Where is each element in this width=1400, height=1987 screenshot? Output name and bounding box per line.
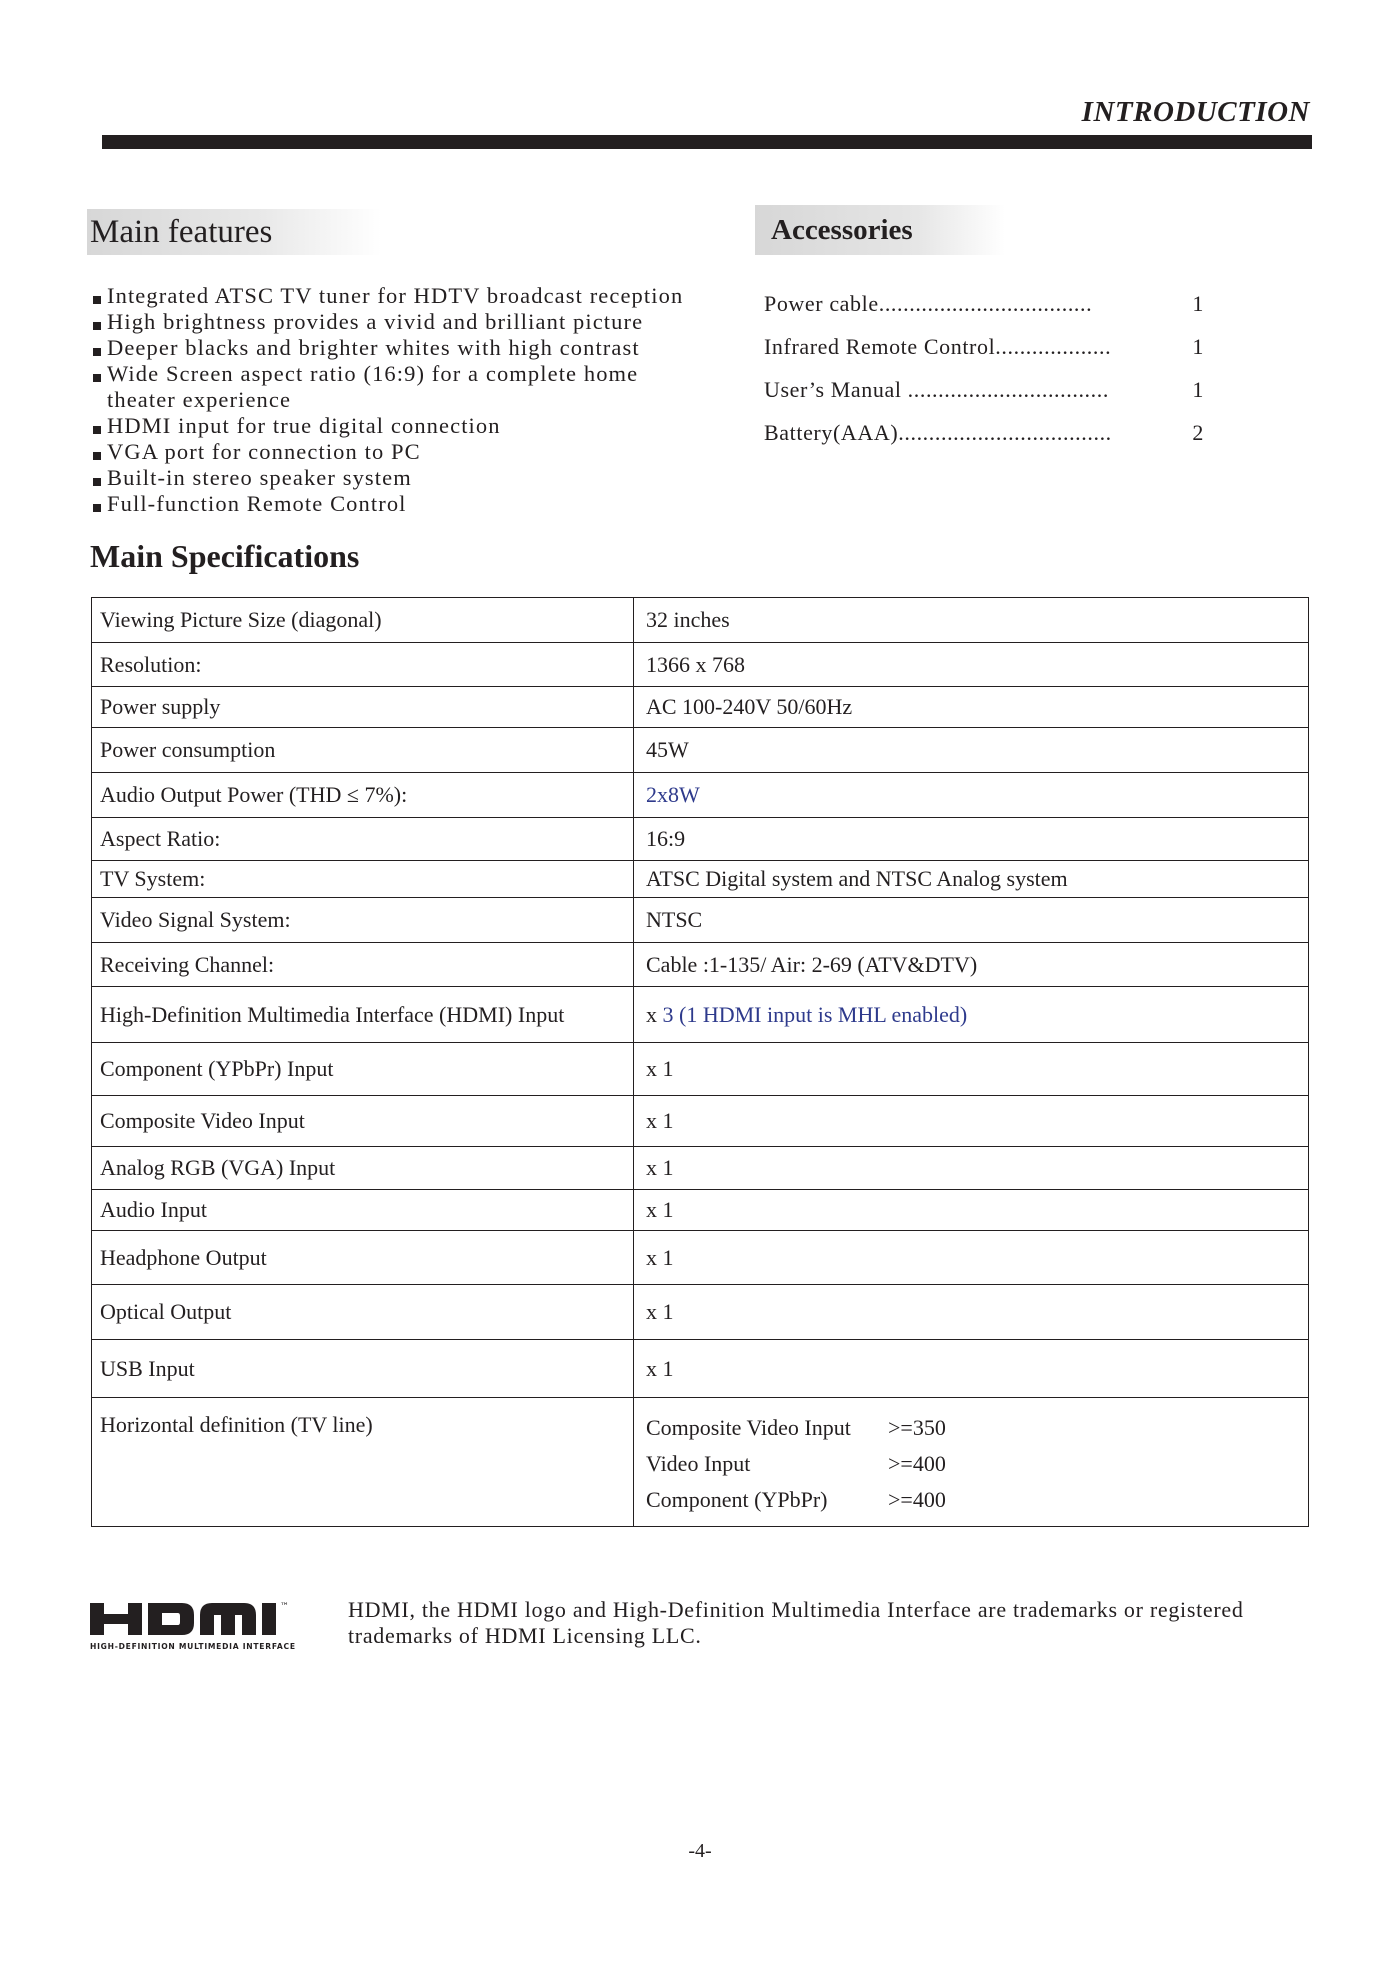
specifications-table <box>91 597 1309 1527</box>
table-row <box>92 987 1309 1043</box>
hdef-source: Component (YPbPr) <box>646 1487 828 1512</box>
table-row <box>92 1398 1309 1527</box>
accessory-leader-dots: ................... <box>995 333 1112 359</box>
spec-label: Headphone Output <box>92 1231 634 1285</box>
spec-value-detail: 3 (1 HDMI input is MHL enabled) <box>662 1001 968 1027</box>
spec-value <box>634 1398 1309 1527</box>
spec-value: Cable :1-135/ Air: 2-69 (ATV&DTV) <box>634 943 1309 987</box>
table-row <box>92 1096 1309 1147</box>
accessory-qty: 2 <box>1192 419 1204 445</box>
table-row <box>92 818 1309 861</box>
feature-item: Built-in stereo speaker system <box>92 465 732 491</box>
spec-label: Optical Output <box>92 1285 634 1340</box>
accessories-heading: Accessories <box>755 205 1005 255</box>
accessory-name: User’s Manual <box>764 376 902 402</box>
hdef-entry <box>646 1410 1300 1446</box>
table-row <box>92 1147 1309 1190</box>
hdef-value: >=400 <box>888 1451 946 1476</box>
spec-label: Receiving Channel: <box>92 943 634 987</box>
page-section-title: INTRODUCTION <box>1081 96 1310 128</box>
accessory-item <box>764 325 1204 368</box>
spec-value: AC 100-240V 50/60Hz <box>634 687 1309 728</box>
spec-label: TV System: <box>92 861 634 898</box>
accessory-name: Infrared Remote Control <box>764 333 996 359</box>
spec-value: 16:9 <box>634 818 1309 861</box>
spec-label: Horizontal definition (TV line) <box>92 1398 634 1527</box>
spec-label: Video Signal System: <box>92 898 634 943</box>
spec-value: x 1 <box>634 1043 1309 1096</box>
table-row <box>92 598 1309 643</box>
spec-label: Component (YPbPr) Input <box>92 1043 634 1096</box>
table-row <box>92 773 1309 818</box>
accessory-name: Power cable <box>764 290 879 316</box>
hdef-value: >=400 <box>888 1487 946 1512</box>
feature-item: Wide Screen aspect ratio (16:9) for a complete home theater experience <box>92 361 652 413</box>
table-row <box>92 687 1309 728</box>
accessory-item <box>764 411 1204 454</box>
table-row <box>92 1340 1309 1398</box>
spec-label: Audio Output Power (THD ≤ 7%): <box>92 773 634 818</box>
accessory-leader-dots: ................................... <box>898 419 1112 445</box>
spec-value: 32 inches <box>634 598 1309 643</box>
hdmi-logo <box>90 1597 312 1655</box>
table-row <box>92 1043 1309 1096</box>
feature-item: VGA port for connection to PC <box>92 439 732 465</box>
hdmi-tm-mark: ™ <box>280 1602 289 1612</box>
feature-item: Integrated ATSC TV tuner for HDTV broadcast reception <box>92 283 732 309</box>
hdmi-logo-subtitle: HIGH-DEFINITION MULTIMEDIA INTERFACE <box>90 1642 295 1651</box>
table-row <box>92 1190 1309 1231</box>
table-row <box>92 1285 1309 1340</box>
accessory-qty: 1 <box>1192 333 1204 359</box>
spec-label: Power supply <box>92 687 634 728</box>
main-features-heading: Main features <box>87 209 382 255</box>
spec-value: NTSC <box>634 898 1309 943</box>
spec-value: x 1 <box>634 1147 1309 1190</box>
accessory-name: Battery(AAA) <box>764 419 899 445</box>
hdef-entry <box>646 1446 1300 1482</box>
spec-value: 2x8W <box>634 773 1309 818</box>
table-row <box>92 943 1309 987</box>
accessory-leader-dots: ................................... <box>878 290 1093 316</box>
table-row <box>92 643 1309 687</box>
table-row <box>92 898 1309 943</box>
spec-label: High-Definition Multimedia Interface (HDMI) Input <box>92 987 634 1043</box>
spec-label: Aspect Ratio: <box>92 818 634 861</box>
spec-label: Composite Video Input <box>92 1096 634 1147</box>
hdef-entry <box>646 1482 1300 1518</box>
hdef-value: >=350 <box>888 1415 946 1440</box>
spec-value: x 1 <box>634 1340 1309 1398</box>
spec-label: Resolution: <box>92 643 634 687</box>
main-specifications-heading: Main Specifications <box>90 538 360 574</box>
hdef-source: Video Input <box>646 1451 751 1476</box>
feature-item: HDMI input for true digital connection <box>92 413 732 439</box>
accessory-leader-dots: ................................. <box>901 376 1109 402</box>
accessory-qty: 1 <box>1192 376 1204 402</box>
accessory-qty: 1 <box>1192 290 1204 316</box>
page-number: -4- <box>688 1840 712 1862</box>
feature-item: Full-function Remote Control <box>92 491 732 517</box>
spec-label: Power consumption <box>92 728 634 773</box>
accessories-list <box>764 282 1204 454</box>
features-list <box>92 283 732 517</box>
spec-label: Audio Input <box>92 1190 634 1231</box>
spec-value: 1366 x 768 <box>634 643 1309 687</box>
spec-value: x 1 <box>634 1285 1309 1340</box>
spec-value-prefix: x <box>646 1001 663 1027</box>
spec-value: ATSC Digital system and NTSC Analog system <box>634 861 1309 898</box>
spec-label: USB Input <box>92 1340 634 1398</box>
table-row <box>92 861 1309 898</box>
feature-item: Deeper blacks and brighter whites with high contrast <box>92 335 732 361</box>
hdef-source: Composite Video Input <box>646 1415 851 1440</box>
spec-value: x 1 <box>634 1096 1309 1147</box>
feature-item: High brightness provides a vivid and brilliant picture <box>92 309 732 335</box>
table-row <box>92 1231 1309 1285</box>
trademark-notice: HDMI, the HDMI logo and High-Definition Multimedia Interface are trademarks or registered trademarks of HDMI Licensing LLC. <box>348 1597 1244 1648</box>
spec-value: 45W <box>634 728 1309 773</box>
header-divider <box>102 135 1312 149</box>
accessory-item <box>764 282 1204 325</box>
spec-label: Analog RGB (VGA) Input <box>92 1147 634 1190</box>
spec-value: x 1 <box>634 1231 1309 1285</box>
spec-value <box>634 987 1309 1043</box>
table-row <box>92 728 1309 773</box>
accessory-item <box>764 368 1204 411</box>
spec-label: Viewing Picture Size (diagonal) <box>92 598 634 643</box>
spec-value: x 1 <box>634 1190 1309 1231</box>
